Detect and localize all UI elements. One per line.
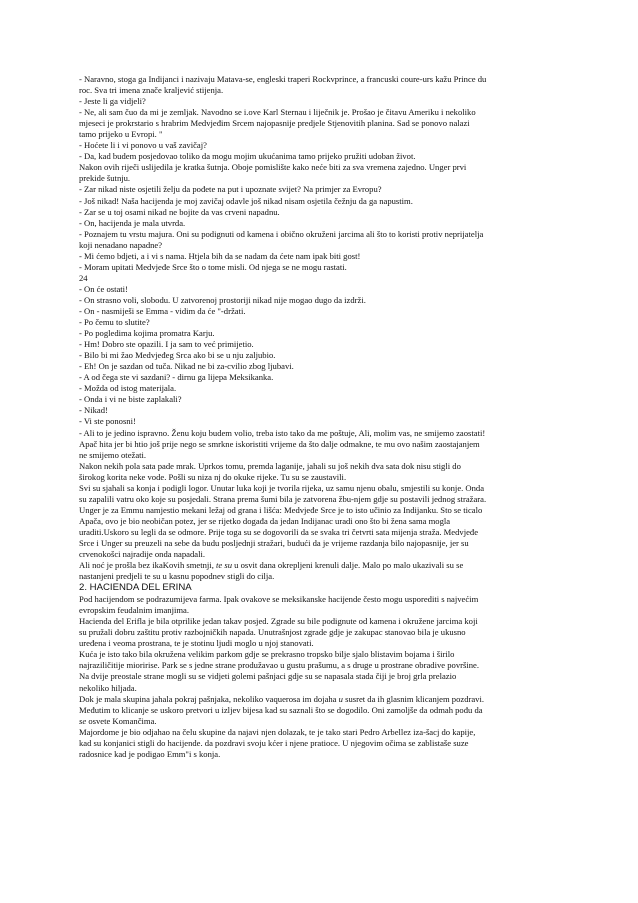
text-line: Apača, ovo je bio neobičan potez, jer se rijetko događa da jedan Indijanac uradi ono što bi žena sama mogla xyxy=(79,515,451,526)
text-line: se osvete Komančima. xyxy=(79,715,157,726)
text-line: - Ne, ali sam čuo da mi je zemljak. Navodno se i.ove Karl Sternau i liječnik je. Prošao je čitavu Ameriku i nekoliko xyxy=(79,107,476,118)
text-line: - Moram upitati Medvjeđe Srce što o tome misli. Od njega se ne mogu rastati. xyxy=(79,261,347,272)
text-line: kad su konjanici stigli do hacijende. da pozdravi svoju kćer i njene pratioce. U njegovim očima se zablistaše suze xyxy=(79,737,469,748)
text-line: - Onda i vi ne biste zaplakali? xyxy=(79,394,182,405)
text-line: širokog korita neke vode. Pošli su niza nj do okuke rijeke. Tu su se zaustavili. xyxy=(79,471,347,482)
text-line: - On, hacijenda je mala utvrda. xyxy=(79,217,186,228)
text-line: Nakon ovih riječi uslijedila je kratka šutnja. Oboje pomislište kako neće biti za sva vremena zajedno. Unger prvi xyxy=(79,162,467,173)
text-line: prekide šutnju. xyxy=(79,173,131,184)
text-line: - Po pogledima kojima promatra Karju. xyxy=(79,328,215,339)
text-line: Na dvije preostale strane mogli su se vidjeti golemi pašnjaci gdje su se napasala stada čiji je broj grla prelazio xyxy=(79,671,457,682)
text-line: Ali noć je prošla bez ikaKovih smetnji, te su u osvit dana okrepljeni krenuli dalje. Malo po malo ukazivali su se xyxy=(79,560,464,571)
text-line: - Ali to je jedino ispravno. Ženu koju budem volio, treba isto tako da me poštuje, Ali, molim vas, ne smijemo zaostati! xyxy=(79,427,486,438)
text-line: Nakon nekih pola sata pade mrak. Uprkos tomu, premda laganije, jahali su još nekih dva sata dok nisu stigli do xyxy=(79,460,461,471)
text-line: - Da, kad budem posjedovao toliko da mogu mojim ukućanima tamo prijeko pružiti udoban život. xyxy=(79,151,416,162)
text-line: - Bilo bi mi žao Medvjeđeg Srca ako bi se u nju zaljubio. xyxy=(79,350,276,361)
text-line: nastanjeni predjeli te su u kasnu popodnev stigli do cilja. xyxy=(79,571,275,582)
text-line: - Nikad! xyxy=(79,405,108,416)
text-line: uređena i veoma prostrana, te je stotinu ljudi moglo u njoj stanovati. xyxy=(79,638,314,649)
text-line: Apač hita jer bi htio još prije nego se smrkne iskoristiti vrijeme da što dalje odmakne, te mu ovo našim zaostajanjem xyxy=(79,438,480,449)
document-page xyxy=(79,74,563,760)
text-line: - Mi ćemo bdjeti, a i vi s nama. Htjela bih da se nadam da ćete nam ipak biti gost! xyxy=(79,250,361,261)
text-line: Hacienda del Erifla je bila otprilike jedan takav posjed. Zgrade su bile podignute od kamena i okružene jarcima koji xyxy=(79,616,478,627)
text-line: - On strasno voli, slobodu. U zatvorenoj prostoriji nikad nije mogao dugo da izdrži. xyxy=(79,294,366,305)
text-line: Pod hacijendom se podrazumijeva farma. Ipak ovakove se meksikanske hacijende često mogu usporediti s najvećim xyxy=(79,594,479,605)
text-line: - Hoćete li i vi ponovo u vaš zavičaj? xyxy=(79,140,207,151)
text-line: Srce i Unger su preuzeli na sebe da budu posljednji stražari, budući da je vrijeme razdanja bilo najopasnije, jer su xyxy=(79,537,469,548)
text-line: - Vi ste ponosni! xyxy=(79,416,136,427)
text-line: su pružali dobru zaštitu protiv razbojničkih napada. Unutrašnjost zgrade gdje je zakupac stanovao bila je ukusno xyxy=(79,627,466,638)
text-line: koji nenadano napadne? xyxy=(79,239,163,250)
text-line: nekoliko hiljada. xyxy=(79,682,137,693)
text-line: - On će ostati! xyxy=(79,283,128,294)
text-line: ne smijemo otežati. xyxy=(79,449,147,460)
text-line: - Zar se u toj osami nikad ne bojite da vas crveni napadnu. xyxy=(79,206,280,217)
text-block-chapter-two xyxy=(79,594,563,760)
text-line: radosnice kad je podigao Emm"i s konja. xyxy=(79,748,221,759)
text-line: su zapalili vatru oko koje su posjedali. Strana prema šumi bila je zatvorena žbu-njem gdje su postavili jednog stražara. xyxy=(79,493,487,504)
text-line: najraziličitije mioririse. Park se s jedne strane produžavao u gustu prašumu, a s druge u prostrane obradive površine. xyxy=(79,660,479,671)
text-line: evropskim feudalnim imanjima. xyxy=(79,605,190,616)
text-line: 24 xyxy=(79,272,88,283)
text-line: tamo prijeko u Evropi. " xyxy=(79,129,163,140)
chapter-heading: 2. HACIENDA DEL ERINA xyxy=(79,582,192,594)
text-line: Svi su sjahali sa konja i podigli logor. Unutar luka koji je tvorila rijeka, uz samu njenu obalu, smjestili su konje. Onda xyxy=(79,482,485,493)
text-line: - Naravno, stoga ga Indijanci i nazivaju Matava-se, engleski traperi Rockvprince, a francuski coure-urs kažu Prince du xyxy=(79,74,487,84)
text-line: Majordome je bio odjahao na čelu skupine da najavi njen dolazak, te je tako stari Pedro Arbellez iza-šacj do kapije, xyxy=(79,726,476,737)
text-line: - Eh! On je sazdan od tuča. Nikad ne bi za-cvilio zbog ljubavi. xyxy=(79,361,294,372)
text-line: Međutim to klicanje se uskoro pretvori u izljev bijesa kad su saznali što se dogodilo. Oni zamoljše da odmah pođu da xyxy=(79,704,483,715)
text-line: Unger je za Emmu namjestio mekani ležaj od grana i lišća: Medvjeđe Srce je to isto učinio za Indijanku. Sto se ticalo xyxy=(79,504,483,515)
text-line: - On - nasmiješi se Emma - vidim da će "-držati. xyxy=(79,305,246,316)
text-line: mjeseci je prokrstario s hrabrim Medvjeđim Srcem najopasnije predjele Stjenovitih planina. Sad se ponovo nalazi xyxy=(79,118,470,129)
text-line: - A od čega ste vi sazdani? - dirnu ga lijepa Meksikanka. xyxy=(79,372,274,383)
text-line: - Možda od istog materijala. xyxy=(79,383,177,394)
text-line: uraditi.Uskoro su legli da se odmore. Prije toga su se dogovorili da se svaka tri četvrti sata mijenja straža. Medvjeđe xyxy=(79,526,479,537)
text-block-before-chapter xyxy=(79,74,563,582)
text-line: Kuća je isto tako bila okružena velikim parkom gdje se prekrasno tropsko bilje sjalo blistavim bojama i širilo xyxy=(79,649,455,660)
text-line: crvenokošci najradije onda napadali. xyxy=(79,549,205,560)
text-line: - Još nikad! Naša hacijenda je moj zavičaj odavle još nikad nisam osjetila čežnju da ga napustim. xyxy=(79,195,413,206)
text-line: Dok je mala skupina jahala pokraj pašnjaka, nekoliko vaquerosa im dojaha u susret da ih glasnim klicanjem pozdravi. xyxy=(79,693,484,704)
text-line: - Poznajem tu vrstu majura. Oni su podignuti od kamena i obično okruženi jarcima ali što to koristi protiv neprijatelja xyxy=(79,228,484,239)
text-line: - Jeste li ga vidjeli? xyxy=(79,96,146,107)
text-line: - Zar nikad niste osjetili želju da pođete na put i upoznate svijet? Na primjer za Evropu? xyxy=(79,184,382,195)
text-line: - Po čemu to slutite? xyxy=(79,317,150,328)
text-line: - Hm! Dobro ste opazili. I ja sam to već primijetio. xyxy=(79,339,254,350)
text-line: roc. Sva tri imena znače kraljević stijenja. xyxy=(79,85,224,96)
